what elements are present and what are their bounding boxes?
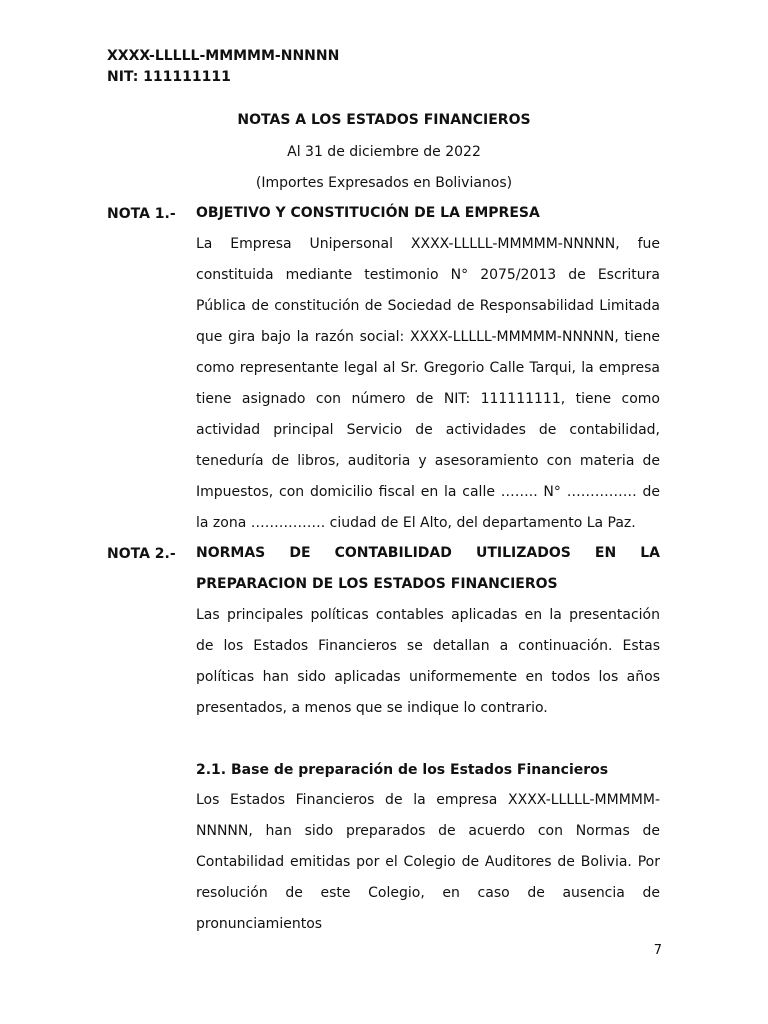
nota-1-label: NOTA 1.-: [107, 206, 176, 222]
document-header: [107, 46, 339, 88]
page-number: 7: [653, 943, 662, 958]
section-2-1-heading: 2.1. Base de preparación de los Estados Financieros: [196, 762, 609, 778]
nota-1-body: La Empresa Unipersonal XXXX-LLLLL-MMMMM-NNNNN, fue constituida mediante testimonio N° 2075/2013 de Escritura Pública de constitución de Sociedad de Responsabilidad Limitada que gira bajo la razón social: XXXX-LLLLL-MMMMM-NNNNN, tiene como representante legal al Sr. Gregorio Calle Tarqui, la empresa tiene asignado con número de NIT: 111111111, tiene como actividad principal Servicio de actividades de contabilidad, teneduría de libros, auditoria y asesoramiento con materia de Impuestos, con domicilio fiscal en la calle …….. N° …………… de la zona ……………. ciudad de El Alto, del departamento La Paz.: [196, 236, 660, 531]
nota-2-label: NOTA 2.-: [107, 546, 176, 562]
date-line: Al 31 de diciembre de 2022: [287, 144, 481, 160]
nota-2-body: Las principales políticas contables aplicadas en la presentación de los Estados Financieros se detallan a continuación. Estas políticas han sido aplicadas uniformemente en todos los años presentados, a menos que se indique lo contrario.: [196, 607, 660, 716]
currency-line: (Importes Expresados en Bolivianos): [255, 175, 513, 191]
document-title: NOTAS A LOS ESTADOS FINANCIEROS: [237, 112, 531, 128]
nota-1-heading: OBJETIVO Y CONSTITUCIÓN DE LA EMPRESA: [196, 205, 540, 221]
company-name: XXXX-LLLLL-MMMMM-NNNNN: [107, 48, 340, 64]
nota-2-heading: NORMAS DE CONTABILIDAD UTILIZADOS EN LA PREPARACION DE LOS ESTADOS FINANCIEROS: [196, 545, 660, 592]
company-nit: NIT: 111111111: [107, 69, 231, 85]
section-2-1-body: Los Estados Financieros de la empresa XXXX-LLLLL-MMMMM-NNNNN, han sido preparados de acuerdo con Normas de Contabilidad emitidas por el Colegio de Auditores de Bolivia. Por resolución de este Colegio, en caso de ausencia de pronunciamientos: [196, 792, 660, 932]
